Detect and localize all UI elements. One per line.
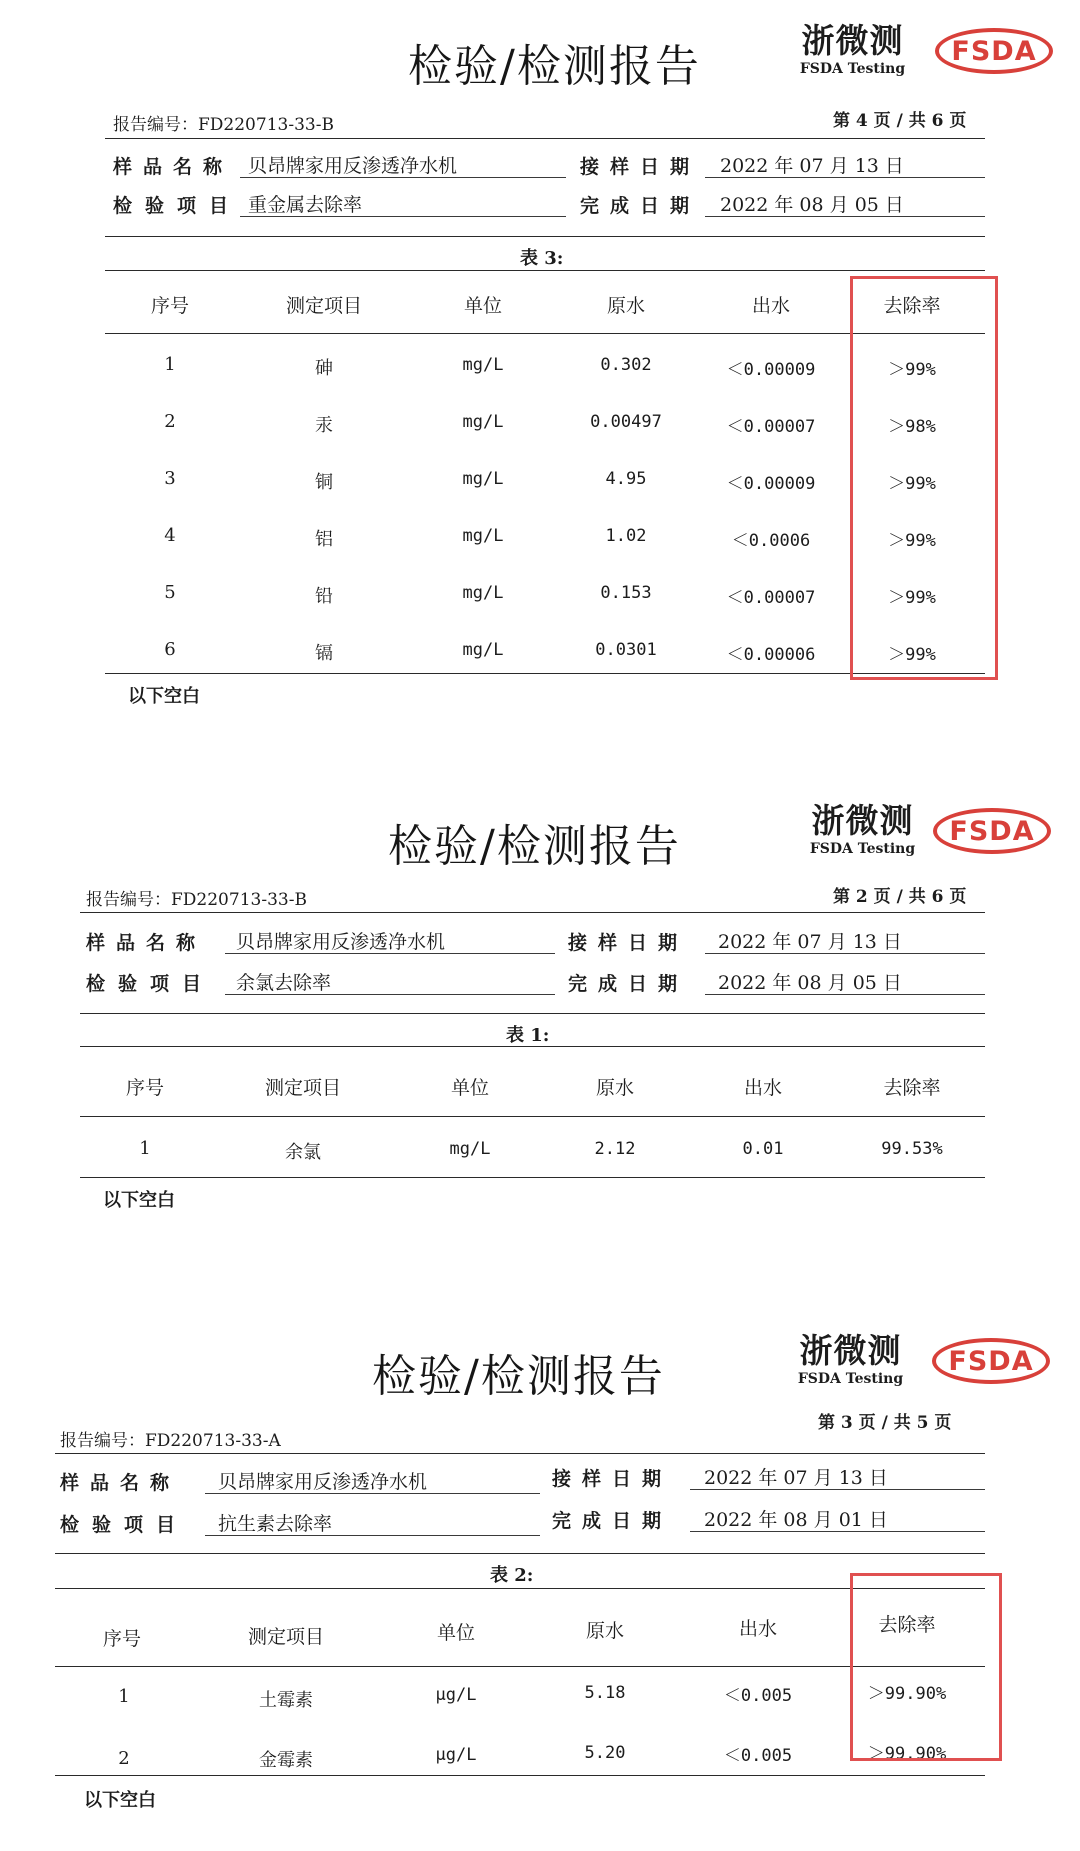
brand-name-cn: 浙微测 [799, 1331, 902, 1370]
row-unit: mg/L [462, 583, 504, 603]
finish-date-label: 完成日期 [552, 1510, 673, 1532]
test-item-underline [205, 1535, 540, 1536]
receive-date-underline [705, 953, 985, 954]
test-item-value: 余氯去除率 [236, 972, 332, 994]
row-unit: mg/L [462, 469, 504, 489]
brand-block [795, 802, 930, 858]
row-rate: ＞99% [888, 645, 936, 665]
header-item: 测定项目 [285, 295, 363, 317]
header-index: 序号 [125, 1077, 165, 1099]
test-item-label: 检验项目 [60, 1514, 189, 1536]
blank-note: 以下空白 [128, 686, 200, 707]
blank-note: 以下空白 [84, 1790, 156, 1811]
brand-block [783, 1332, 918, 1388]
page-number: 第 4 页 / 共 6 页 [833, 111, 967, 131]
header-index: 序号 [150, 295, 190, 317]
row-item: 汞 [315, 415, 333, 436]
report-title: 检验/检测报告 [372, 1351, 665, 1402]
finish-date-underline [690, 1531, 985, 1532]
info-rule [105, 236, 985, 237]
finish-date-label: 完成日期 [580, 195, 701, 217]
page-number: 第 2 页 / 共 6 页 [833, 887, 967, 907]
row-output: ＜0.00009 [726, 474, 816, 494]
row-index: 1 [164, 354, 176, 375]
header-unit: 单位 [436, 1622, 476, 1644]
row-index: 2 [164, 411, 176, 432]
fsda-logo: FSDA [935, 28, 1053, 74]
table-header-rule [55, 1666, 985, 1667]
row-output: 0.01 [742, 1139, 784, 1159]
receive-date-value: 2022 年 07 月 13 日 [720, 155, 904, 177]
removal-rate-highlight [850, 1573, 1002, 1761]
finish-date-underline [705, 216, 985, 217]
report-number: 报告编号：FD220713-33-A [60, 1431, 281, 1451]
row-raw: 2.12 [594, 1139, 636, 1159]
test-item-underline [225, 994, 555, 995]
row-rate: ＞99% [888, 531, 936, 551]
header-output-water: 出水 [738, 1618, 778, 1640]
sample-name-label: 样品名称 [113, 156, 234, 178]
row-index: 6 [164, 639, 176, 660]
header-rule [105, 138, 985, 139]
sample-name-underline [240, 177, 566, 178]
row-index: 3 [164, 468, 176, 489]
table-header-rule [80, 1116, 985, 1117]
row-rate: ＞99.90% [867, 1744, 947, 1764]
receive-date-value: 2022 年 07 月 13 日 [704, 1467, 888, 1489]
sample-name-value: 贝昂牌家用反渗透净水机 [248, 155, 458, 177]
row-unit: μg/L [435, 1745, 477, 1765]
table-caption: 表 2: [490, 1565, 534, 1586]
header-removal-rate: 去除率 [883, 295, 941, 317]
row-raw: 0.153 [600, 583, 652, 603]
table-top-rule [80, 1046, 985, 1047]
row-raw: 1.02 [605, 526, 647, 546]
row-output: ＜0.005 [723, 1686, 793, 1706]
test-item-label: 检验项目 [86, 973, 215, 995]
finish-date-underline [705, 994, 985, 995]
brand-name-cn: 浙微测 [801, 21, 904, 60]
header-rule [80, 912, 985, 913]
fsda-logo: FSDA [932, 1338, 1050, 1384]
page-number: 第 3 页 / 共 5 页 [818, 1413, 952, 1433]
row-rate: ＞99% [888, 474, 936, 494]
row-output: ＜0.00009 [726, 360, 816, 380]
table-bottom-rule [80, 1177, 985, 1178]
row-raw: 0.302 [600, 355, 652, 375]
test-item-label: 检验项目 [113, 195, 242, 217]
report-antibiotics [0, 1320, 1080, 1851]
info-rule [55, 1553, 985, 1554]
sample-name-underline [205, 1493, 540, 1494]
header-rule [55, 1453, 985, 1454]
receive-date-label: 接样日期 [568, 932, 689, 954]
row-raw: 0.00497 [590, 412, 662, 432]
row-raw: 5.20 [584, 1743, 626, 1763]
header-raw-water: 原水 [595, 1077, 635, 1099]
sample-name-value: 贝昂牌家用反渗透净水机 [218, 1471, 428, 1493]
row-unit: mg/L [462, 355, 504, 375]
row-raw: 0.0301 [595, 640, 657, 660]
row-item: 铝 [315, 529, 333, 550]
row-item: 铜 [315, 472, 333, 493]
finish-date-value: 2022 年 08 月 05 日 [720, 194, 904, 216]
table-top-rule [105, 270, 985, 271]
row-rate: 99.53% [881, 1139, 943, 1159]
report-title: 检验/检测报告 [408, 41, 701, 92]
header-output-water: 出水 [743, 1077, 783, 1099]
row-item: 余氯 [285, 1142, 321, 1163]
row-index: 5 [164, 582, 176, 603]
sample-name-underline [225, 953, 555, 954]
table-bottom-rule [55, 1775, 985, 1776]
row-output: ＜0.0006 [731, 531, 811, 551]
row-rate: ＞98% [888, 417, 936, 437]
header-unit: 单位 [450, 1077, 490, 1099]
header-removal-rate: 去除率 [878, 1614, 936, 1636]
receive-date-underline [690, 1489, 985, 1490]
row-index: 1 [139, 1138, 151, 1159]
header-output-water: 出水 [751, 295, 791, 317]
brand-name-en: FSDA Testing [797, 1371, 904, 1387]
row-rate: ＞99.90% [867, 1684, 947, 1704]
header-removal-rate: 去除率 [883, 1077, 941, 1099]
row-index: 4 [164, 525, 176, 546]
header-raw-water: 原水 [606, 295, 646, 317]
row-output: ＜0.00007 [726, 588, 816, 608]
row-unit: μg/L [435, 1685, 477, 1705]
report-number: 报告编号：FD220713-33-B [113, 115, 334, 135]
header-unit: 单位 [463, 295, 503, 317]
finish-date-value: 2022 年 08 月 05 日 [718, 972, 902, 994]
row-item: 镉 [315, 643, 333, 664]
header-item: 测定项目 [247, 1626, 325, 1648]
table-caption: 表 1: [506, 1025, 550, 1046]
row-raw: 5.18 [584, 1683, 626, 1703]
row-item: 铅 [315, 586, 333, 607]
test-item-value: 重金属去除率 [248, 194, 363, 216]
brand-block [785, 22, 920, 78]
report-residual-chlorine [0, 780, 1080, 1250]
header-index: 序号 [102, 1628, 142, 1650]
row-rate: ＞99% [888, 588, 936, 608]
table-top-rule [55, 1588, 985, 1589]
row-item: 砷 [315, 358, 333, 379]
info-rule [80, 1013, 985, 1014]
report-number: 报告编号：FD220713-33-B [86, 890, 307, 910]
report-title: 检验/检测报告 [388, 821, 681, 872]
sample-name-label: 样品名称 [86, 932, 207, 954]
row-output: ＜0.005 [723, 1746, 793, 1766]
row-output: ＜0.00007 [726, 417, 816, 437]
blank-note: 以下空白 [103, 1190, 175, 1211]
receive-date-label: 接样日期 [552, 1468, 673, 1490]
table-caption: 表 3: [520, 248, 564, 269]
row-output: ＜0.00006 [726, 645, 816, 665]
row-unit: mg/L [462, 640, 504, 660]
row-unit: mg/L [462, 412, 504, 432]
receive-date-underline [705, 177, 985, 178]
row-rate: ＞99% [888, 360, 936, 380]
brand-name-en: FSDA Testing [809, 841, 916, 857]
receive-date-value: 2022 年 07 月 13 日 [718, 931, 902, 953]
header-item: 测定项目 [264, 1077, 342, 1099]
header-raw-water: 原水 [585, 1620, 625, 1642]
test-item-underline [240, 216, 566, 217]
row-item: 土霉素 [259, 1690, 313, 1711]
row-index: 1 [118, 1686, 130, 1707]
row-unit: mg/L [449, 1139, 491, 1159]
receive-date-label: 接样日期 [580, 156, 701, 178]
sample-name-label: 样品名称 [60, 1472, 181, 1494]
fsda-logo: FSDA [933, 808, 1051, 854]
removal-rate-highlight [850, 276, 998, 680]
sample-name-value: 贝昂牌家用反渗透净水机 [236, 931, 446, 953]
brand-name-en: FSDA Testing [799, 61, 906, 77]
row-unit: mg/L [462, 526, 504, 546]
row-item: 金霉素 [259, 1750, 313, 1771]
row-index: 2 [118, 1748, 130, 1769]
row-raw: 4.95 [605, 469, 647, 489]
finish-date-label: 完成日期 [568, 973, 689, 995]
report-heavy-metals [0, 0, 1080, 715]
test-item-value: 抗生素去除率 [218, 1513, 333, 1535]
brand-name-cn: 浙微测 [811, 801, 914, 840]
finish-date-value: 2022 年 08 月 01 日 [704, 1509, 888, 1531]
